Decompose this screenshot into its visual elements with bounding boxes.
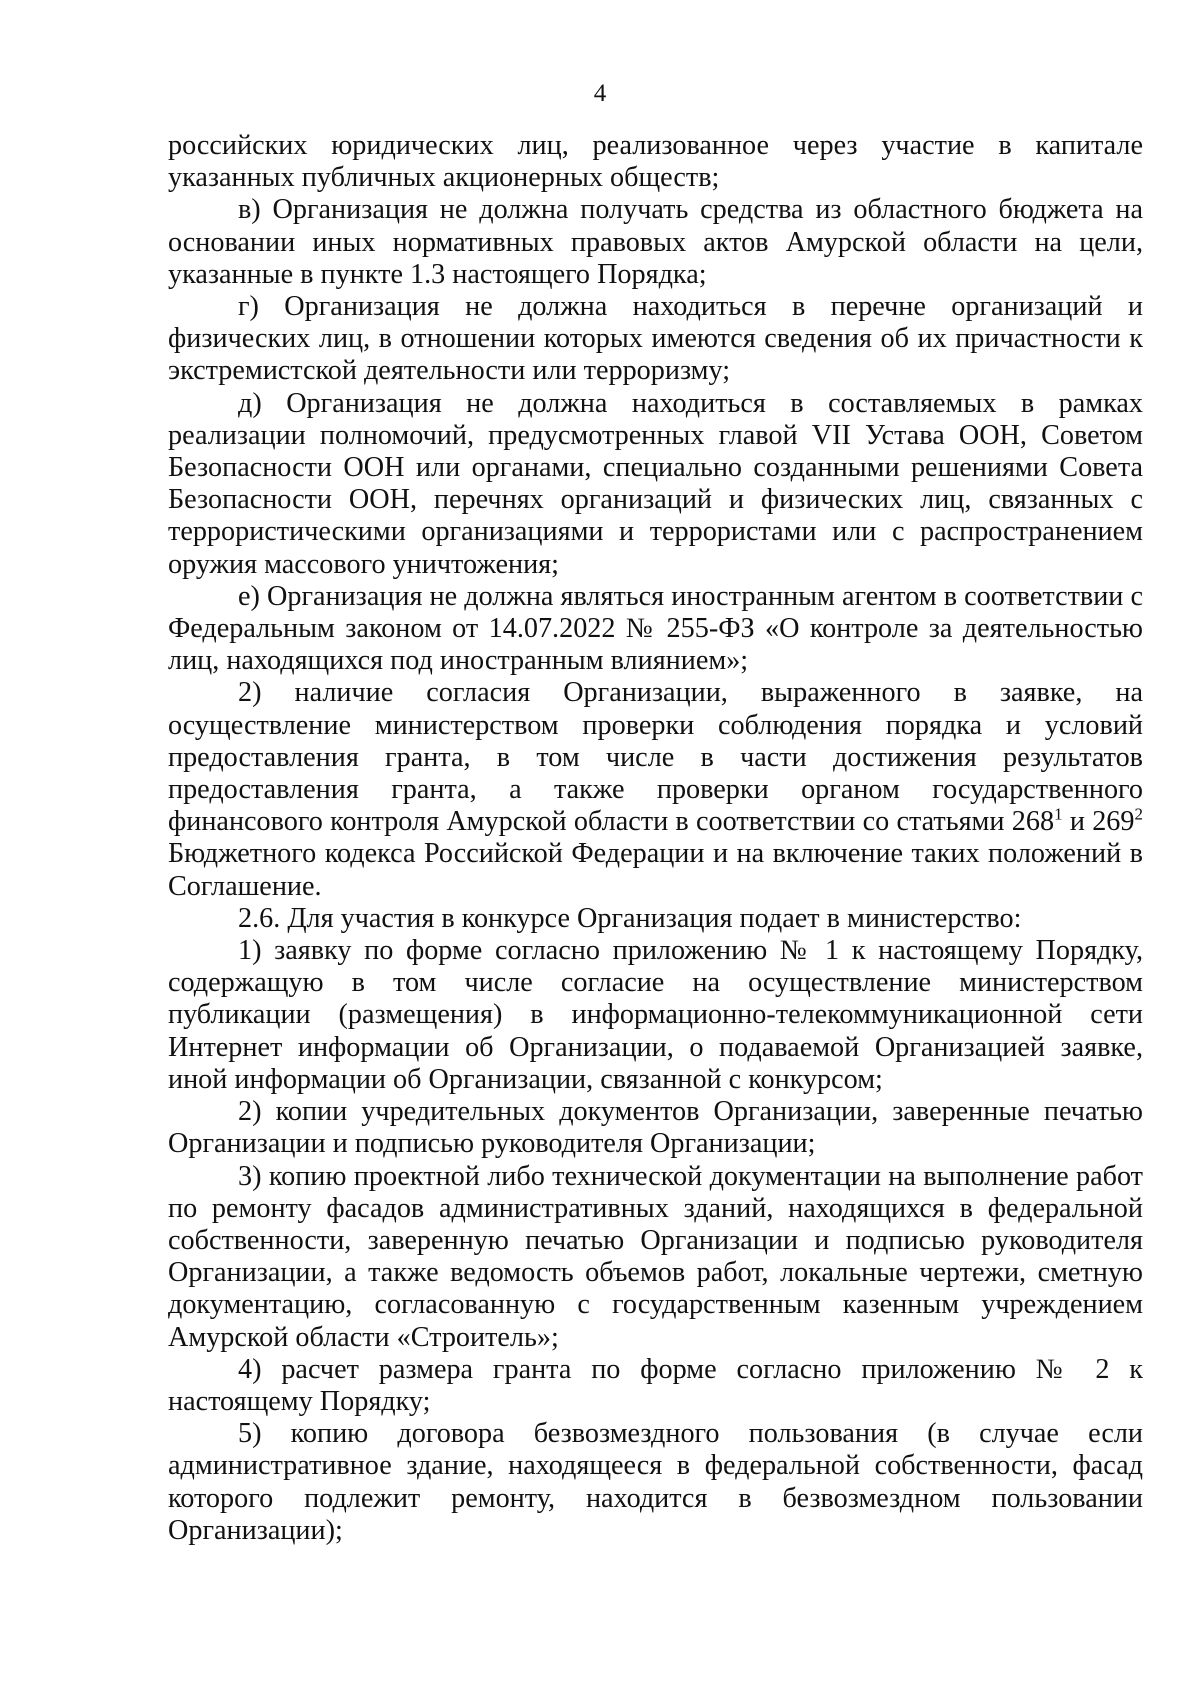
paragraph-item-v: в) Организация не должна получать средства из областного бюджета на основании иных нормативных правовых актов Амурской области на цели, указанные в пункте 1.3 настоящего Порядка; [168,194,1143,290]
paragraph-continuation: российских юридических лиц, реализованное через участие в капитале указанных публичных акционерных обществ; [168,130,1143,194]
page-number: 4 [593,80,607,107]
paragraph-doc-4-grant-calculation: 4) расчет размера гранта по форме согласно приложению № 2 к настоящему Порядку; [168,1353,1143,1417]
superscript-2: 2 [1134,804,1143,824]
paragraph-item-2-consent [168,677,1143,902]
paragraph-section-2-6: 2.6. Для участия в конкурсе Организация подает в министерство: [238,902,1022,934]
document-body [168,130,1143,1547]
paragraph-item-d: д) Организация не должна находиться в составляемых в рамках реализации полномочий, предусмотренных главой VII Устава ООН, Советом Безопасности ООН или органами, специально созданными решениями Совета Безопасности ООН, перечнях организаций и физических лиц, связанных с террористическими организациями и террористами или с распространением оружия массового уничтожения; [168,387,1143,580]
paragraph-doc-1-application: 1) заявку по форме согласно приложению № 1 к настоящему Порядку, содержащую в том числе согласие на осуществление министерством публикации (размещения) в информационно-телекоммуникационной сети Интернет информации об Организации, о подаваемой Организацией заявке, иной информации об Организации, связанной с конкурсом; [168,935,1143,1095]
paragraph-doc-5-free-use-agreement: 5) копию договора безвозмездного пользования (в случае если административное здание, находящееся в федеральной собственности, фасад которого подлежит ремонту, находится в безвозмездном пользовании Организации); [168,1418,1143,1546]
superscript-1: 1 [1054,804,1063,824]
paragraph-item-e: е) Организация не должна являться иностранным агентом в соответствии с Федеральным законом от 14.07.2022 № 255-ФЗ «О контроле за деятельностью лиц, находящихся под иностранным влиянием»; [168,580,1143,677]
paragraph-item-g: г) Организация не должна находиться в перечне организаций и физических лиц, в отношении которых имеются сведения об их причастности к экстремистской деятельности или терроризму; [168,291,1143,387]
paragraph-doc-3-project-documentation: 3) копию проектной либо технической документации на выполнение работ по ремонту фасадов административных зданий, находящихся в федеральной собственности, заверенную печатью Организации и подписью руководителя Организации, а также ведомость объемов работ, локальные чертежи, сметную документацию, согласованную с государственным казенным учреждением Амурской области «Строитель»; [168,1160,1143,1353]
consent-text-middle: и 269 [1062,806,1135,838]
consent-text-before: 2) наличие согласия Организации, выраженного в заявке, на осуществление министерством проверки соблюдения порядка и условий предоставления гранта, в том числе в части достижения результатов предоставления гранта, а также проверки органом государственного финансового контроля Амурской области в соответствии со статьями 268 [168,677,1143,838]
consent-text-after: Бюджетного кодекса Российской Федерации и на включение таких положений в Соглашение. [168,838,1143,902]
paragraph-doc-2-charter-copies: 2) копии учредительных документов Организации, заверенные печатью Организации и подписью руководителя Организации; [168,1096,1143,1160]
